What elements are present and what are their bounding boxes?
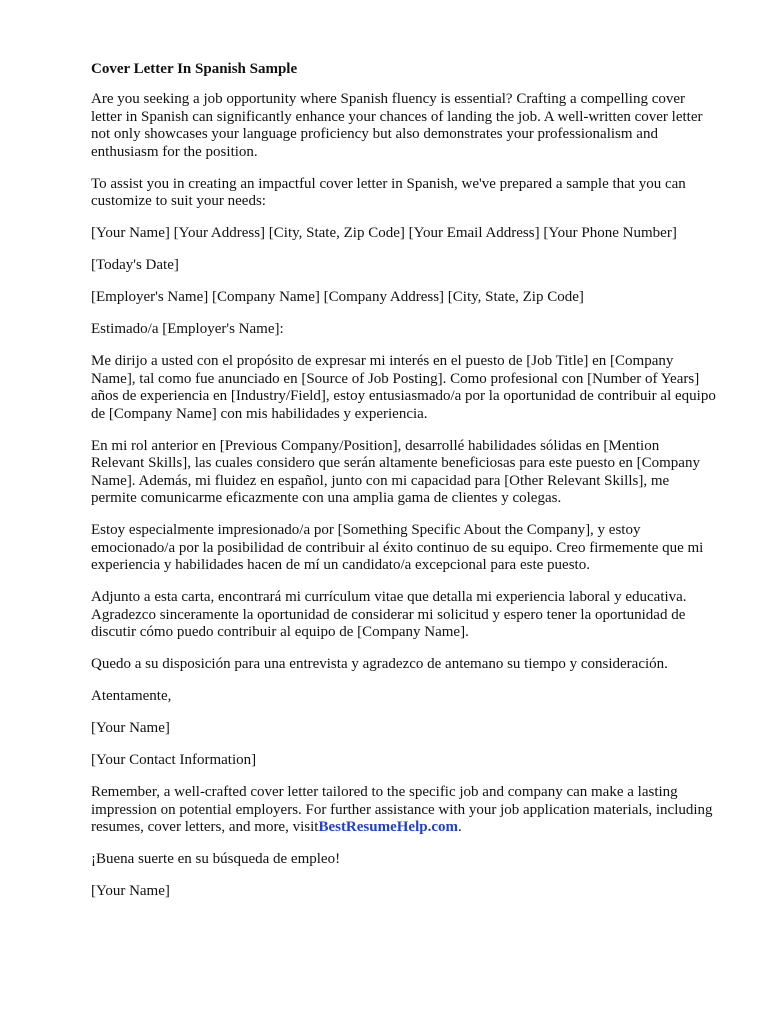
body-paragraph-3: Estoy especialmente impresionado/a por [Something Specific About the Company], y estoy emocionado/a por la posibilidad de contribuir al éxito continuo de su equipo. Creo firmemente que mi experiencia y habilidades hacen de mí un candidato/a excepcional para este puesto. <box>91 522 704 573</box>
body-paragraph-2: En mi rol anterior en [Previous Company/Position], desarrollé habilidades sólidas en [Mention Relevant Skills], las cuales considero que serán altamente beneficiosas para este puesto en [Company Name]. Además, mi fluidez en español, junto con mi capacidad para [Other Relevant Skills], me permite comunicarme eficazmente con una amplia gama de clientes y colegas. <box>91 437 700 506</box>
final-name: [Your Name] <box>91 883 170 899</box>
remember-paragraph <box>91 784 716 837</box>
body-paragraph-5: Quedo a su disposición para una entrevista y agradezco de antemano su tiempo y consideración. <box>91 656 668 672</box>
remember-end: . <box>458 819 462 835</box>
contact-info: [Your Contact Information] <box>91 752 257 768</box>
signature-name: [Your Name] <box>91 720 170 736</box>
closing: Atentamente, <box>91 688 172 704</box>
employer-info: [Employer's Name] [Company Name] [Company Address] [City, State, Zip Code] <box>91 289 584 305</box>
body-paragraph-1: Me dirijo a usted con el propósito de expresar mi interés en el puesto de [Job Title] en [Company Name], tal como fue anunciado en [Source of Job Posting]. Como profesional con [Number of Years] años de experiencia en [Industry/Field], estoy entusiasmado/a por la oportunidad de contribuir al equipo de [Company Name] con mis habilidades y experiencia. <box>91 353 716 422</box>
intro-paragraph: Are you seeking a job opportunity where Spanish fluency is essential? Crafting a compelling cover letter in Spanish can significantly enhance your chances of landing the job. A well-written cover letter not only showcases your language proficiency but also demonstrates your professionalism and enthusiasm for the position. <box>91 91 703 160</box>
document-title: Cover Letter In Spanish Sample <box>91 61 298 77</box>
body-paragraph-4: Adjunto a esta carta, encontrará mi currículum vitae que detalla mi experiencia laboral y educativa. Agradezco sinceramente la oportunidad de considerar mi solicitud y espero tener la oportunidad de discutir cómo puedo contribuir al equipo de [Company Name]. <box>91 589 687 640</box>
best-resume-help-link[interactable]: BestResumeHelp.com <box>318 819 458 835</box>
letter-date: [Today's Date] <box>91 257 179 273</box>
assist-paragraph: To assist you in creating an impactful cover letter in Spanish, we've prepared a sample that you can customize to suit your needs: <box>91 175 686 209</box>
salutation: Estimado/a [Employer's Name]: <box>91 321 284 337</box>
remember-text: Remember, a well-crafted cover letter tailored to the specific job and company can make a lasting impression on potential employers. For further assistance with your job application materials, including resumes, cover letters, and more, visit <box>91 784 713 835</box>
good-luck-line: ¡Buena suerte en su búsqueda de empleo! <box>91 851 341 867</box>
sender-info: [Your Name] [Your Address] [City, State, Zip Code] [Your Email Address] [Your Phone Number] <box>91 225 677 241</box>
